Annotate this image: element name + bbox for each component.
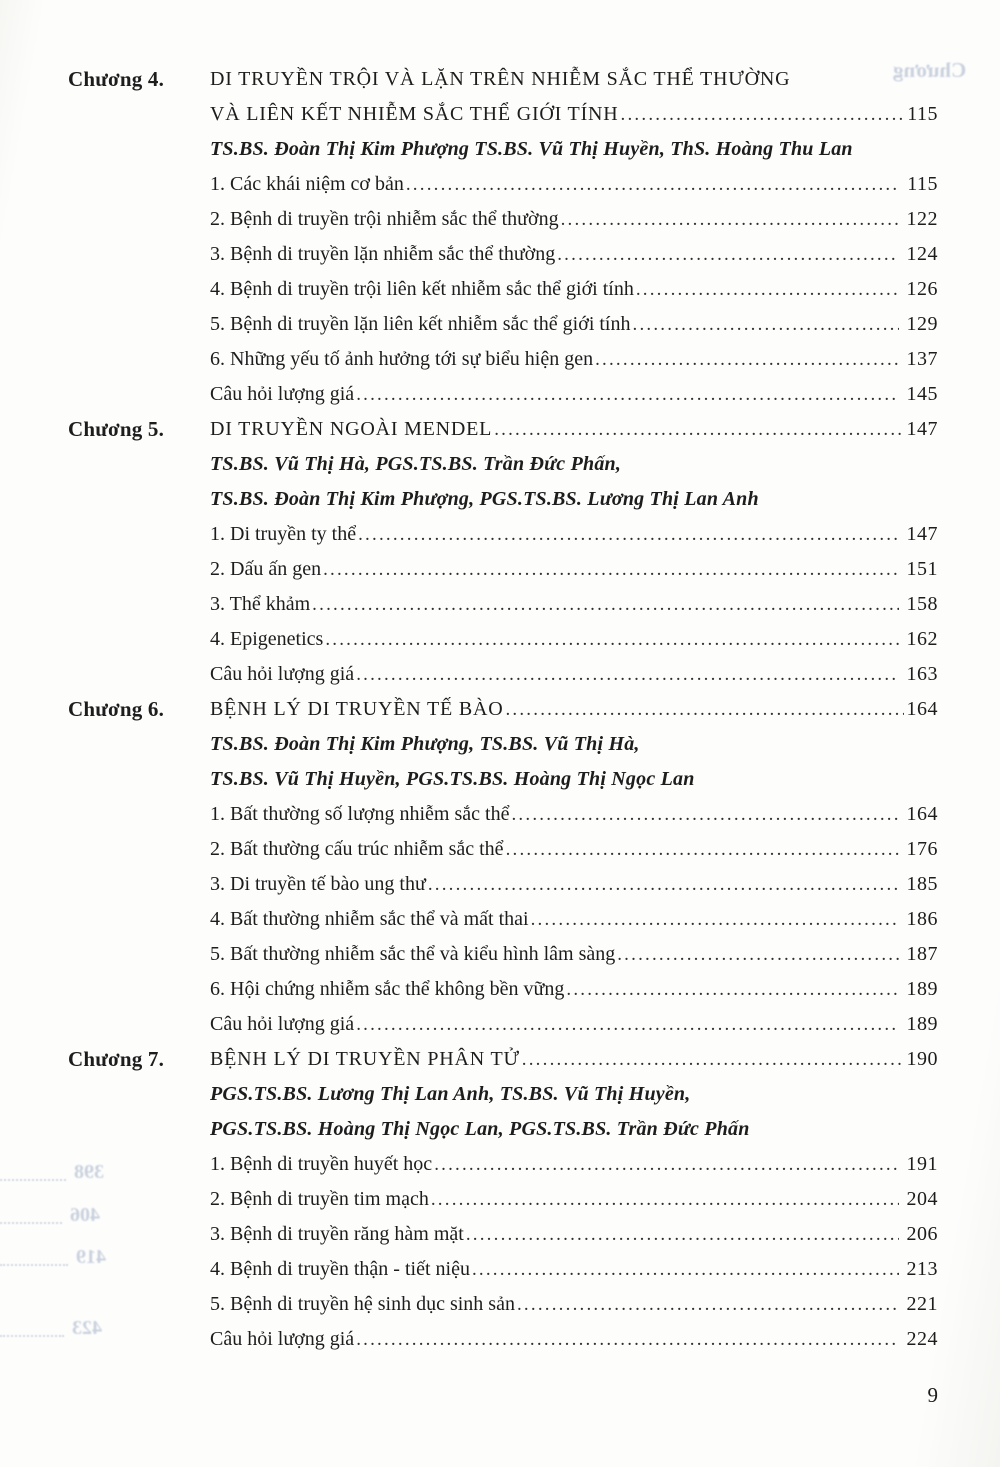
toc-item <box>210 1252 938 1287</box>
dot-leader <box>472 1252 899 1287</box>
toc-item-page-number: 162 <box>906 628 938 650</box>
chapter-page-number: 190 <box>906 1048 938 1070</box>
dot-leader <box>431 1182 899 1217</box>
dot-leader <box>428 867 899 902</box>
chapter-title-line <box>210 97 938 132</box>
chapter-title <box>210 62 938 132</box>
toc-item-page-number: 191 <box>906 1153 938 1175</box>
dot-leader <box>356 377 898 412</box>
chapter-heading <box>0 412 938 447</box>
toc-item-page-number: 186 <box>906 908 938 930</box>
chapter-label: Chương 6. <box>68 697 165 721</box>
chapter-items <box>210 517 938 692</box>
dot-leader <box>325 622 898 657</box>
chapter-authors <box>210 132 938 167</box>
chapter-page-number: 115 <box>907 103 938 125</box>
toc-item-page-number: 176 <box>906 838 938 860</box>
toc-item <box>210 937 938 972</box>
toc-item-page-number: 185 <box>906 873 938 895</box>
toc-item <box>210 237 938 272</box>
dot-leader <box>561 202 899 237</box>
toc-item <box>210 1287 938 1322</box>
toc-item-page-number: 206 <box>906 1223 938 1245</box>
toc-item <box>210 587 938 622</box>
dot-leader <box>633 307 899 342</box>
author-line: PGS.TS.BS. Lương Thị Lan Anh, TS.BS. Vũ Thị Huyền, <box>210 1083 691 1105</box>
toc-item <box>210 202 938 237</box>
toc-item-label: 6. Hội chứng nhiễm sắc thể không bền vững <box>210 978 565 1000</box>
dot-leader <box>406 167 899 202</box>
toc-item-label: 3. Bệnh di truyền răng hàm mặt <box>210 1223 464 1245</box>
dot-leader <box>466 1217 899 1252</box>
author-line: TS.BS. Vũ Thị Huyền, PGS.TS.BS. Hoàng Thị Ngọc Lan <box>210 768 695 790</box>
bleedthrough-text: 406 <box>70 1204 100 1226</box>
dot-leader <box>557 237 898 272</box>
toc-item-page-number: 187 <box>906 943 938 965</box>
dot-leader <box>636 272 899 307</box>
toc-item-label: 4. Epigenetics <box>210 628 324 650</box>
chapter-block <box>0 412 938 692</box>
chapter-authors <box>210 447 938 517</box>
toc-item <box>210 867 938 902</box>
chapter-items <box>210 1147 938 1357</box>
toc-item-label: 5. Bệnh di truyền hệ sinh dục sinh sản <box>210 1293 515 1315</box>
toc-item <box>210 517 938 552</box>
toc-item-label: 2. Dấu ấn gen <box>210 558 322 580</box>
toc-item-page-number: 137 <box>906 348 938 370</box>
toc-item-label: 1. Di truyền ty thể <box>210 523 357 545</box>
author-line: PGS.TS.BS. Hoàng Thị Ngọc Lan, PGS.TS.BS. Trần Đức Phấn <box>210 1118 750 1140</box>
toc-item-label: 1. Bất thường số lượng nhiễm sắc thể <box>210 803 510 825</box>
toc-content <box>0 62 938 1357</box>
toc-item <box>210 272 938 307</box>
chapter-page-number: 147 <box>906 418 938 440</box>
dot-leader <box>517 1287 899 1322</box>
chapter-block <box>0 62 938 412</box>
toc-item <box>210 972 938 1007</box>
dot-leader <box>522 1042 904 1077</box>
toc-item <box>210 797 938 832</box>
dot-leader <box>621 97 905 132</box>
chapter-title-text: BỆNH LÝ DI TRUYỀN TẾ BÀO <box>210 698 504 720</box>
toc-item-page-number: 147 <box>906 523 938 545</box>
toc-item-page-number: 164 <box>906 803 938 825</box>
toc-item <box>210 1007 938 1042</box>
toc-item-label: 3. Thể khảm <box>210 593 311 615</box>
toc-item-page-number: 163 <box>906 663 938 685</box>
toc-item-label: 4. Bất thường nhiễm sắc thể và mất thai <box>210 908 529 930</box>
dot-leader <box>358 517 898 552</box>
chapter-page-number: 164 <box>906 698 938 720</box>
bleedthrough-text: Chương <box>893 58 967 82</box>
chapter-heading <box>0 692 938 727</box>
toc-item <box>210 1147 938 1182</box>
toc-item-label: 1. Các khái niệm cơ bản <box>210 173 404 195</box>
dot-leader <box>356 1322 898 1357</box>
chapter-items <box>210 797 938 1042</box>
dot-leader <box>531 902 899 937</box>
chapter-heading <box>0 62 938 132</box>
toc-item-page-number: 126 <box>906 278 938 300</box>
toc-item-label: 4. Bệnh di truyền trội liên kết nhiễm sắc thể giới tính <box>210 278 634 300</box>
toc-item-page-number: 224 <box>906 1328 938 1350</box>
toc-item-label: Câu hỏi lượng giá <box>210 1328 355 1350</box>
dot-leader <box>506 832 899 867</box>
bleedthrough-text: 423 <box>72 1317 102 1339</box>
toc-item-label: Câu hỏi lượng giá <box>210 663 355 685</box>
toc-item <box>210 1322 938 1357</box>
dot-leader <box>511 797 898 832</box>
dot-leader <box>505 692 903 727</box>
dot-leader <box>617 937 898 972</box>
toc-item-label: 2. Bệnh di truyền tim mạch <box>210 1188 429 1210</box>
toc-item-page-number: 151 <box>906 558 938 580</box>
dot-leader <box>566 972 898 1007</box>
toc-item <box>210 1217 938 1252</box>
toc-item <box>210 342 938 377</box>
author-line: TS.BS. Đoàn Thị Kim Phượng TS.BS. Vũ Thị Huyền, ThS. Hoàng Thu Lan <box>210 138 853 160</box>
author-line: TS.BS. Đoàn Thị Kim Phượng, TS.BS. Vũ Thị Hà, <box>210 733 640 755</box>
chapter-title-text: DI TRUYỀN NGOÀI MENDEL <box>210 418 493 440</box>
toc-item-page-number: 145 <box>906 383 938 405</box>
chapter-block <box>0 1042 938 1357</box>
chapter-title-text: DI TRUYỀN TRỘI VÀ LẶN TRÊN NHIỄM SẮC THỂ THƯỜNG <box>210 68 791 90</box>
chapter-title <box>210 412 938 447</box>
chapter-title-line <box>210 1042 938 1077</box>
toc-item <box>210 622 938 657</box>
toc-item <box>210 832 938 867</box>
toc-item-label: 5. Bệnh di truyền lặn liên kết nhiễm sắc thể giới tính <box>210 313 631 335</box>
chapter-authors <box>210 727 938 797</box>
toc-item-label: Câu hỏi lượng giá <box>210 1013 355 1035</box>
chapter-items <box>210 167 938 412</box>
toc-item-page-number: 158 <box>906 593 938 615</box>
toc-item-label: Câu hỏi lượng giá <box>210 383 355 405</box>
chapter-heading <box>0 1042 938 1077</box>
toc-item <box>210 307 938 342</box>
author-line: TS.BS. Đoàn Thị Kim Phượng, PGS.TS.BS. Lương Thị Lan Anh <box>210 488 759 510</box>
toc-item-label: 3. Di truyền tế bào ung thư <box>210 873 426 895</box>
chapter-title-text: BỆNH LÝ DI TRUYỀN PHÂN TỬ <box>210 1048 520 1070</box>
toc-item <box>210 902 938 937</box>
toc-item-label: 4. Bệnh di truyền thận - tiết niệu <box>210 1258 470 1280</box>
bleedthrough-text: 419 <box>76 1246 106 1268</box>
toc-item <box>210 167 938 202</box>
toc-item <box>210 552 938 587</box>
dot-leader <box>323 552 898 587</box>
toc-item-page-number: 221 <box>906 1293 938 1315</box>
toc-item <box>210 377 938 412</box>
toc-item <box>210 1182 938 1217</box>
chapter-title-line <box>210 692 938 727</box>
chapter-label: Chương 4. <box>68 67 165 91</box>
chapter-title <box>210 1042 938 1077</box>
author-line: TS.BS. Vũ Thị Hà, PGS.TS.BS. Trần Đức Phấn, <box>210 453 622 475</box>
dot-leader <box>356 1007 898 1042</box>
toc-item-label: 2. Bất thường cấu trúc nhiễm sắc thể <box>210 838 504 860</box>
dot-leader <box>494 412 903 447</box>
chapter-title-line <box>210 62 938 97</box>
dot-leader <box>595 342 898 377</box>
chapter-block <box>0 692 938 1042</box>
chapter-label: Chương 5. <box>68 417 165 441</box>
toc-item-page-number: 204 <box>906 1188 938 1210</box>
toc-item-page-number: 115 <box>907 173 938 195</box>
dot-leader <box>434 1147 898 1182</box>
chapter-authors <box>210 1077 938 1147</box>
chapter-label: Chương 7. <box>68 1047 165 1071</box>
page-number: 9 <box>927 1383 938 1407</box>
dot-leader <box>356 657 898 692</box>
toc-item-label: 5. Bất thường nhiễm sắc thể và kiểu hình lâm sàng <box>210 943 616 965</box>
toc-item-label: 2. Bệnh di truyền trội nhiễm sắc thể thường <box>210 208 559 230</box>
dot-leader <box>312 587 898 622</box>
toc-item-page-number: 189 <box>906 978 938 1000</box>
chapter-title <box>210 692 938 727</box>
toc-item-label: 3. Bệnh di truyền lặn nhiễm sắc thể thường <box>210 243 556 265</box>
chapter-title-text: VÀ LIÊN KẾT NHIỄM SẮC THỂ GIỚI TÍNH <box>210 103 619 125</box>
toc-item-page-number: 122 <box>906 208 938 230</box>
toc-item-label: 6. Những yếu tố ảnh hưởng tới sự biểu hiện gen <box>210 348 594 370</box>
chapter-title-line <box>210 412 938 447</box>
toc-item-page-number: 213 <box>906 1258 938 1280</box>
bleedthrough-text: 398 <box>74 1161 104 1183</box>
toc-item-page-number: 129 <box>906 313 938 335</box>
toc-item-page-number: 124 <box>906 243 938 265</box>
toc-item-page-number: 189 <box>906 1013 938 1035</box>
toc-item <box>210 657 938 692</box>
toc-item-label: 1. Bệnh di truyền huyết học <box>210 1153 433 1175</box>
